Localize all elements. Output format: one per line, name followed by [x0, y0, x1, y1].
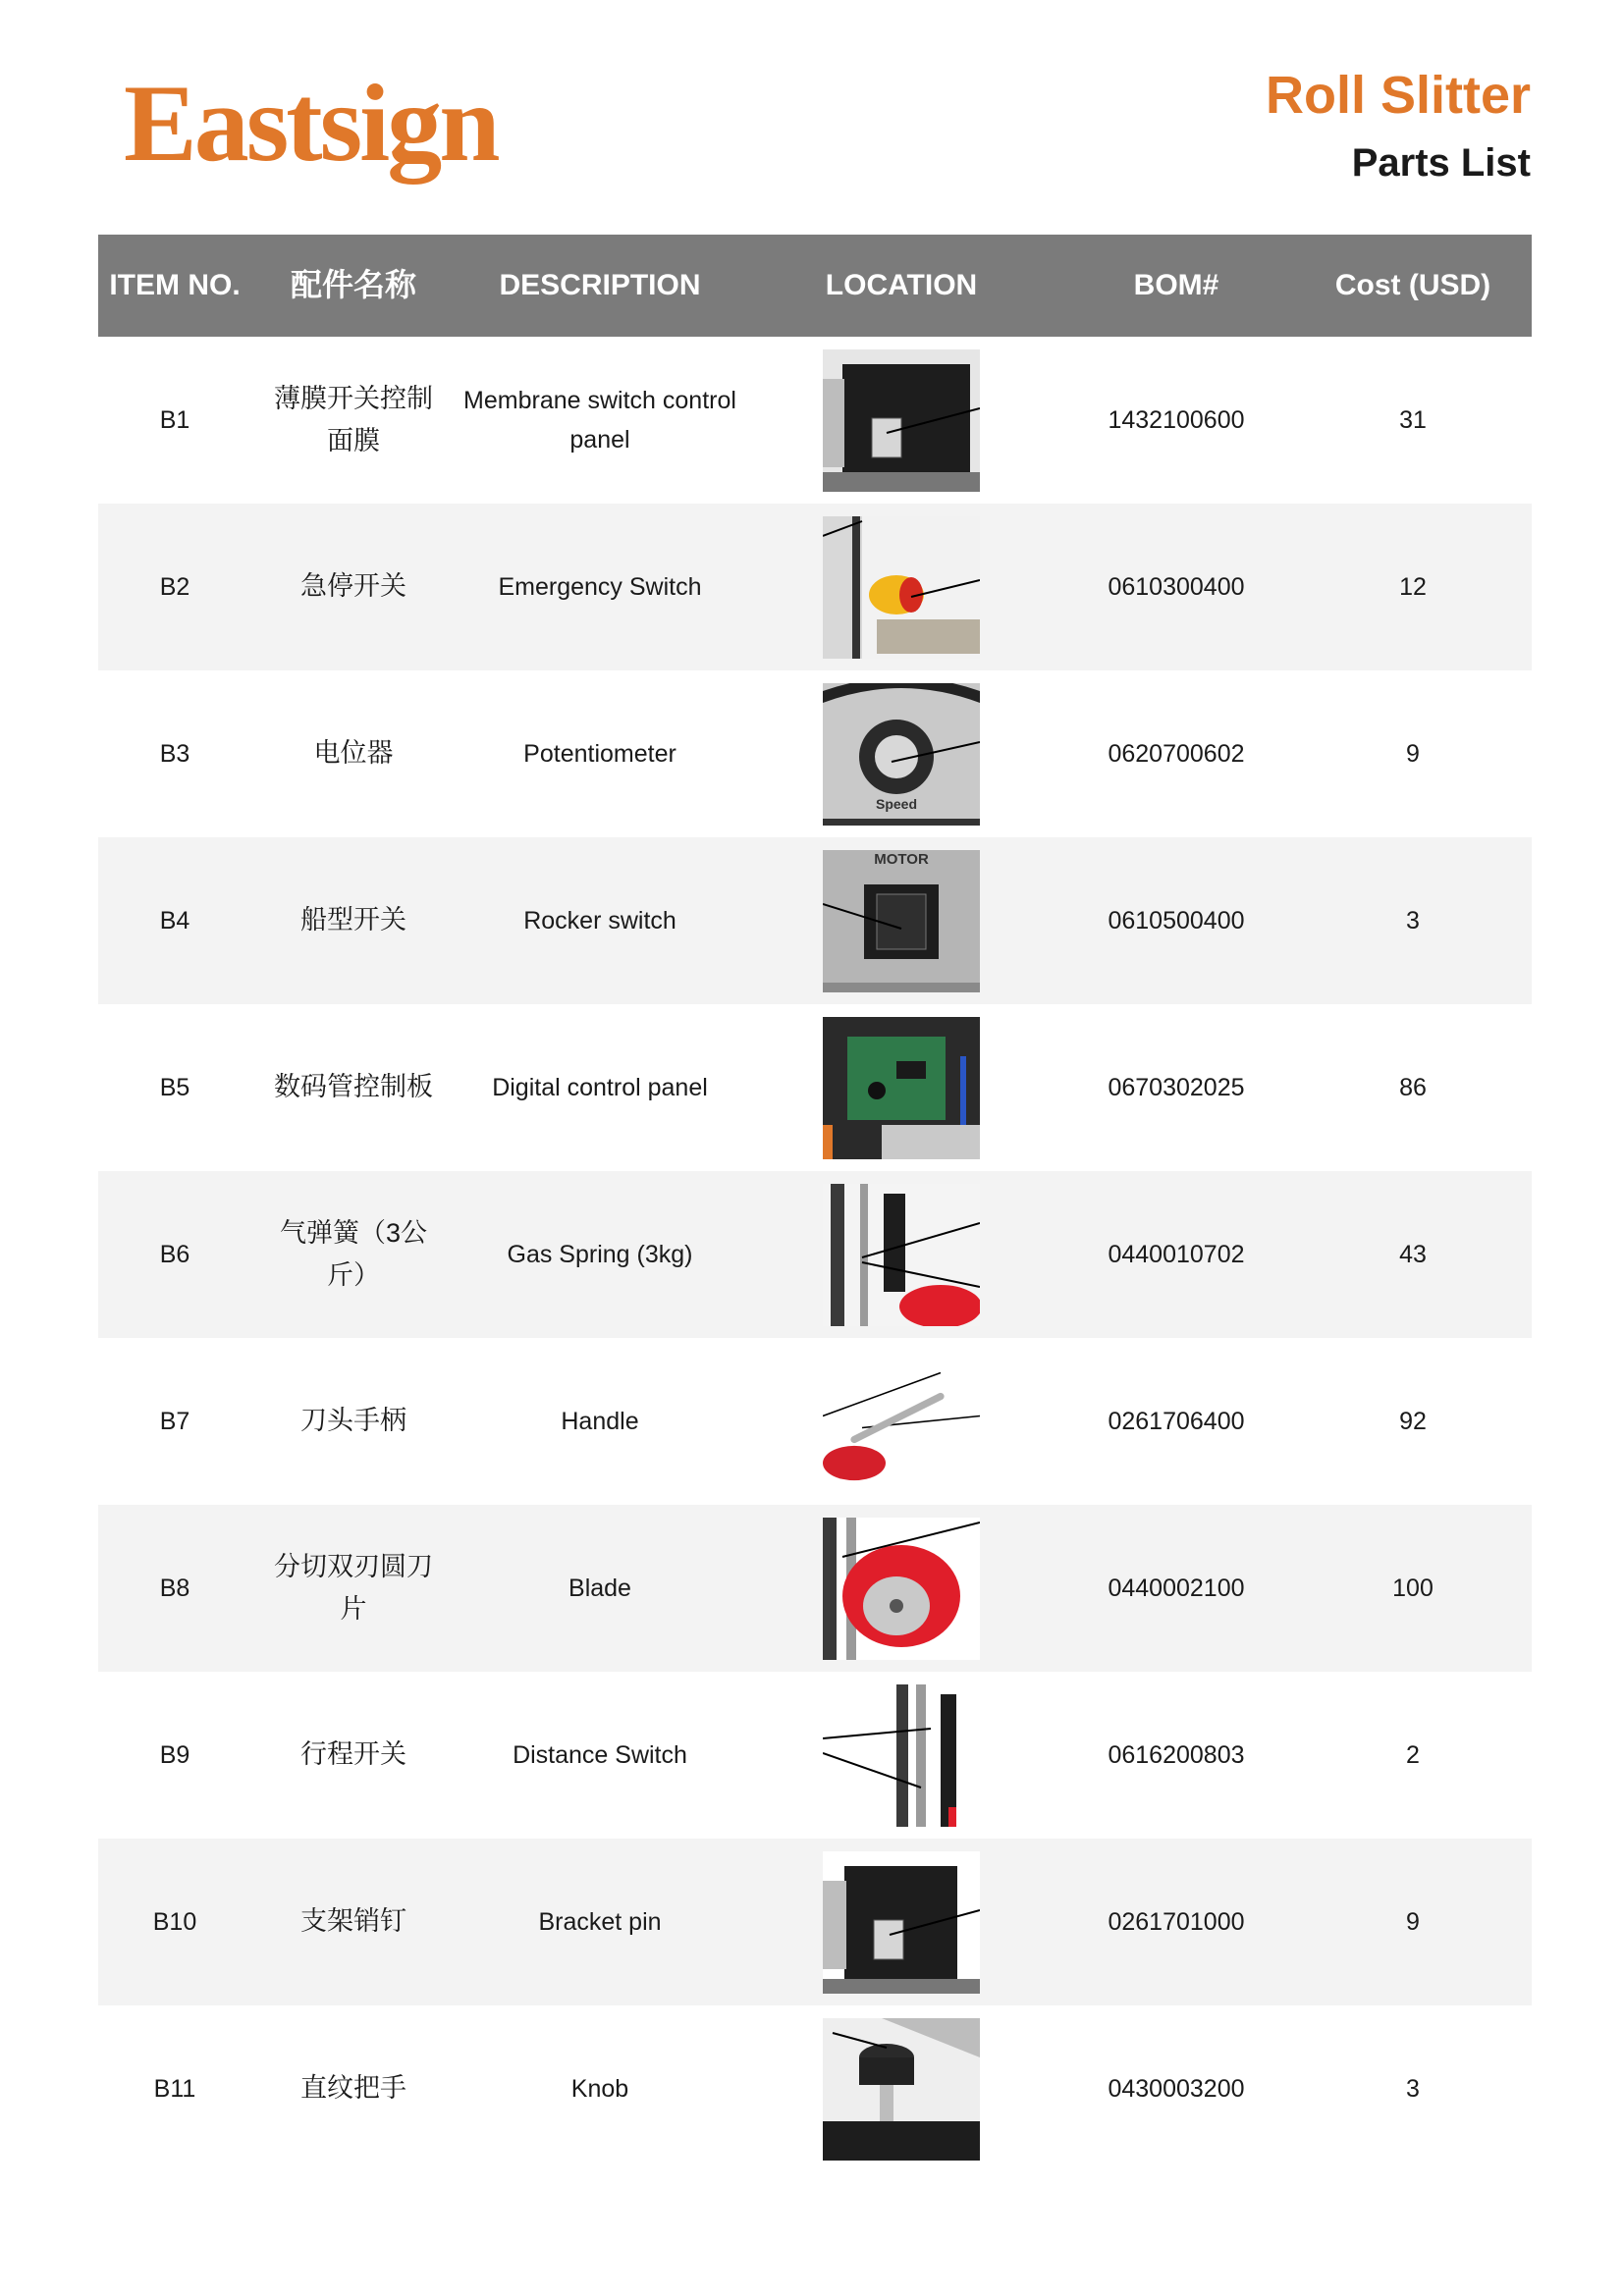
- document-subtitle: Parts List: [1351, 141, 1531, 185]
- description-cell: Blade: [568, 1575, 631, 1602]
- rocker-switch-photo: [823, 850, 980, 992]
- part-name-cn-cell: 行程开关: [300, 1739, 406, 1770]
- control-board-photo: [823, 1017, 980, 1159]
- part-name-cn-cell: 电位器: [313, 738, 394, 769]
- description-cell: Bracket pin: [538, 1908, 662, 1936]
- column-header-item-no: ITEM NO.: [109, 269, 241, 301]
- cost-cell: 86: [1399, 1073, 1427, 1101]
- cost-cell: 9: [1406, 739, 1420, 768]
- cost-cell: 100: [1392, 1574, 1434, 1602]
- table-row: [98, 1505, 1532, 1672]
- bom-number-cell: 0430003200: [1108, 2074, 1245, 2103]
- cost-cell: 43: [1399, 1240, 1427, 1268]
- description-cell: Handle: [561, 1408, 639, 1435]
- part-name-cn-cell: 数码管控制板: [274, 1072, 433, 1102]
- table-row: [98, 670, 1532, 837]
- location-cell: [744, 504, 1058, 670]
- bom-number-cell: 0616200803: [1108, 1740, 1245, 1769]
- bom-number-cell: 0610500400: [1108, 906, 1245, 934]
- location-cell: [744, 1171, 1058, 1338]
- cost-cell: 2: [1406, 1740, 1420, 1769]
- part-name-cn-cell: 船型开关: [300, 905, 406, 935]
- bom-number-cell: 0261701000: [1108, 1907, 1245, 1936]
- speed-label: Speed: [875, 795, 918, 812]
- item-no-cell: B5: [159, 1073, 190, 1101]
- description-cell: Knob: [570, 2075, 629, 2103]
- item-no-cell: B4: [159, 906, 190, 934]
- description-cell: Emergency Switch: [498, 573, 702, 601]
- distance-switch-photo: [823, 1684, 980, 1827]
- bom-number-cell: 0440010702: [1108, 1240, 1245, 1268]
- column-header-description: DESCRIPTION: [499, 269, 701, 301]
- cost-cell: 31: [1399, 405, 1427, 434]
- item-no-cell: B3: [159, 739, 190, 768]
- location-cell: [744, 1004, 1058, 1171]
- bom-number-cell: 0440002100: [1108, 1574, 1245, 1602]
- description-cell: Gas Spring (3kg): [507, 1241, 693, 1268]
- bom-number-cell: 1432100600: [1108, 405, 1245, 434]
- location-cell: [744, 1672, 1058, 1839]
- cost-cell: 3: [1406, 906, 1420, 934]
- emergency-switch-photo: [823, 516, 980, 659]
- table-row: [98, 504, 1532, 670]
- location-cell: [744, 1338, 1058, 1505]
- document-title: Roll Slitter: [1265, 66, 1531, 125]
- bom-number-cell: 0610300400: [1108, 572, 1245, 601]
- location-cell: [744, 837, 1058, 1004]
- description-cell: Digital control panel: [492, 1074, 708, 1101]
- part-name-cn-cell: 支架销钉: [300, 1906, 406, 1937]
- item-no-cell: B9: [159, 1740, 190, 1769]
- potentiometer-photo: [823, 683, 980, 826]
- location-cell: [744, 670, 1058, 837]
- column-header-cost: Cost (USD): [1334, 269, 1491, 301]
- motor-label: MOTOR: [874, 850, 929, 868]
- location-cell: [744, 337, 1058, 504]
- membrane-panel-photo: [823, 349, 980, 492]
- eastsign-logo: Eastsign: [124, 63, 498, 185]
- location-cell: [744, 1505, 1058, 1672]
- description-cell: Rocker switch: [523, 907, 676, 934]
- part-name-cn-cell: 急停开关: [300, 571, 406, 602]
- column-header-bom: BOM#: [1133, 269, 1219, 301]
- item-no-cell: B8: [159, 1574, 190, 1602]
- table-row: [98, 837, 1532, 1004]
- item-no-cell: B7: [159, 1407, 190, 1435]
- table-header: [98, 235, 1532, 337]
- description-cell: Membrane switch control panel: [463, 387, 736, 454]
- handle-photo: [823, 1351, 980, 1493]
- bom-number-cell: 0261706400: [1108, 1407, 1245, 1435]
- item-no-cell: B6: [159, 1240, 190, 1268]
- part-name-cn-cell: 直纹把手: [300, 2073, 406, 2104]
- column-header-location: LOCATION: [825, 269, 978, 301]
- table-row: [98, 1672, 1532, 1839]
- bom-number-cell: 0620700602: [1108, 739, 1245, 768]
- location-cell: [744, 2005, 1058, 2172]
- table-row: [98, 1839, 1532, 2005]
- blade-photo: [823, 1518, 980, 1660]
- part-name-cn-cell: 刀头手柄: [300, 1406, 406, 1436]
- bracket-pin-photo: [823, 1851, 980, 1994]
- location-cell: [744, 1839, 1058, 2005]
- table-row: [98, 1171, 1532, 1338]
- part-name-cn-cell: 分切双刃圆刀片: [274, 1551, 433, 1624]
- item-no-cell: B10: [152, 1907, 197, 1936]
- cost-cell: 12: [1399, 572, 1427, 601]
- item-no-cell: B1: [159, 405, 190, 434]
- table-row: [98, 337, 1532, 504]
- gas-spring-photo: [823, 1184, 980, 1326]
- cost-cell: 9: [1406, 1907, 1420, 1936]
- cost-cell: 3: [1406, 2074, 1420, 2103]
- parts-table: [98, 235, 1532, 2172]
- bom-number-cell: 0670302025: [1108, 1073, 1245, 1101]
- part-name-cn-cell: 薄膜开关控制面膜: [274, 383, 433, 455]
- part-name-cn-cell: 气弹簧（3公斤）: [279, 1217, 428, 1290]
- column-header-part-name-cn: 配件名称: [290, 267, 416, 303]
- description-cell: Potentiometer: [523, 740, 676, 768]
- table-row: [98, 1004, 1532, 1171]
- item-no-cell: B2: [159, 572, 190, 601]
- table-row: [98, 2005, 1532, 2172]
- item-no-cell: B11: [153, 2074, 196, 2103]
- cost-cell: 92: [1399, 1407, 1427, 1435]
- knob-photo: [823, 2018, 980, 2161]
- table-row: [98, 1338, 1532, 1505]
- description-cell: Distance Switch: [513, 1741, 687, 1769]
